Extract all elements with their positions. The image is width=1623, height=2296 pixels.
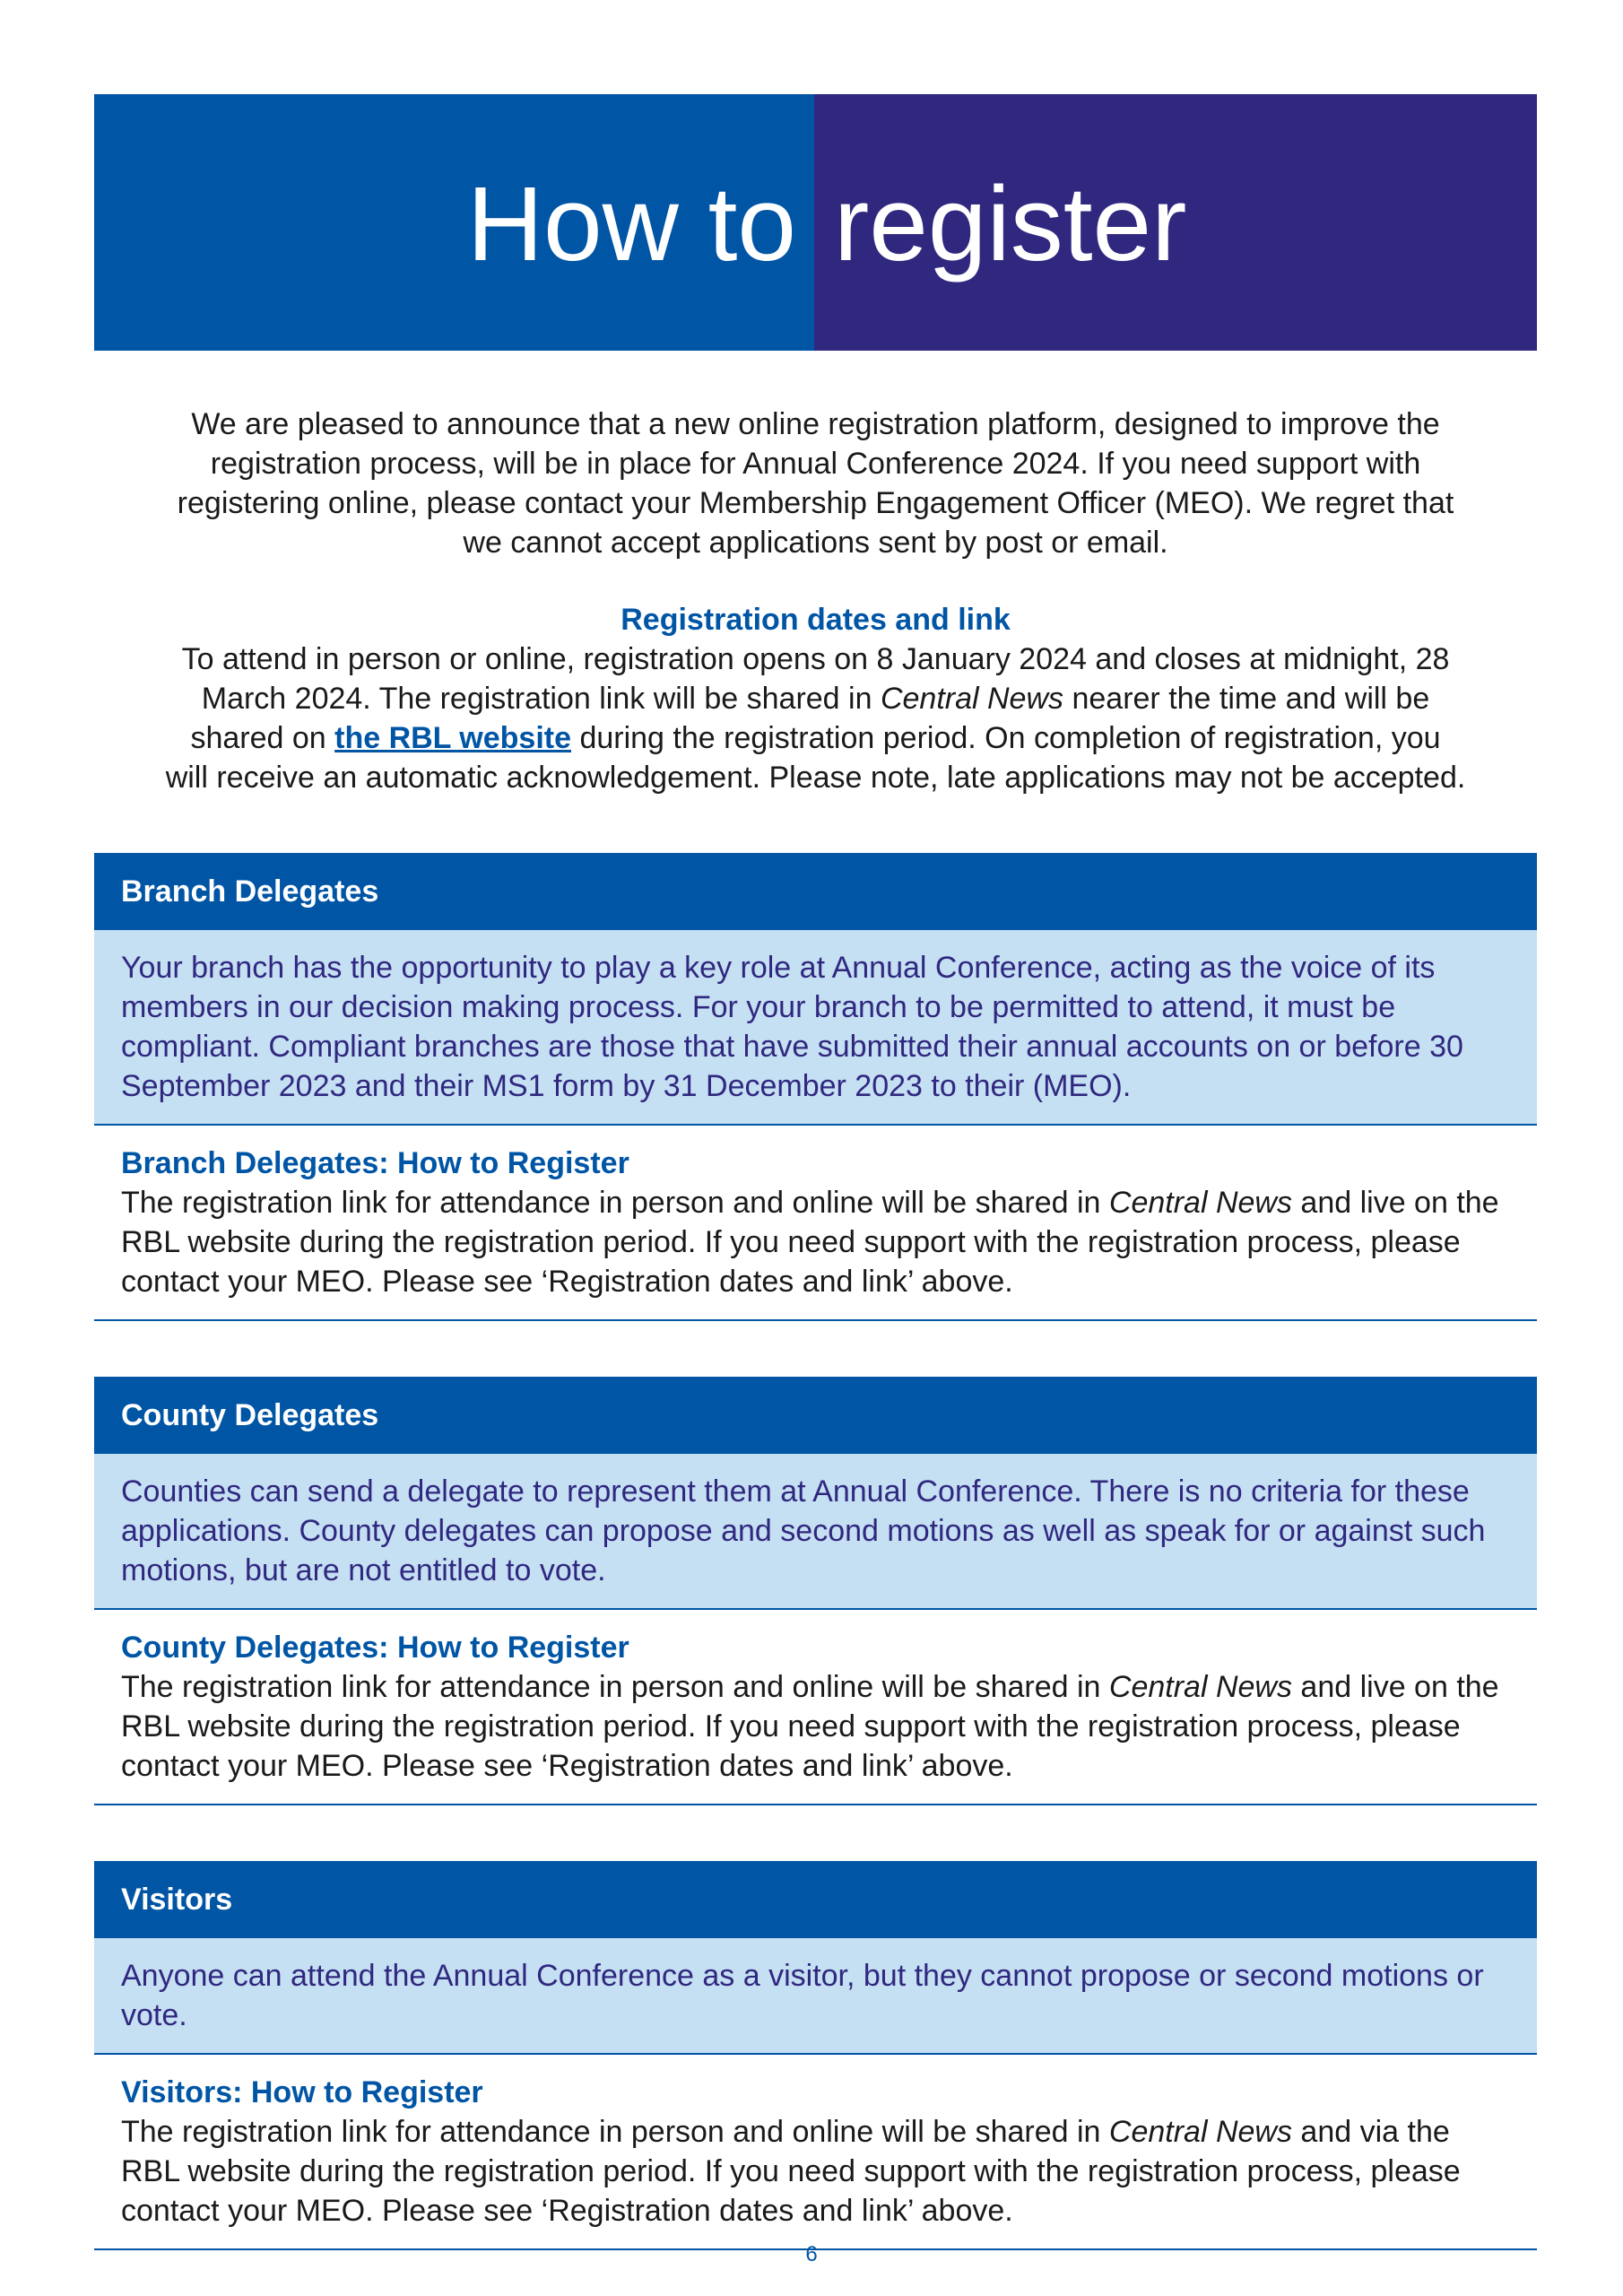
section-header: Branch Delegates xyxy=(94,853,1537,930)
section-header: County Delegates xyxy=(94,1377,1537,1454)
county-delegates-section xyxy=(94,1377,1537,1805)
registration-publication: Central News xyxy=(880,682,1064,716)
how-to-register-text xyxy=(121,1183,1510,1301)
intro-section xyxy=(166,404,1466,797)
rbl-website-link[interactable]: the RBL website xyxy=(334,721,571,755)
section-header: Visitors xyxy=(94,1861,1537,1938)
page-title-part1: How to xyxy=(466,165,796,283)
how-to-register-block xyxy=(94,1126,1537,1321)
how-text-1: The registration link for attendance in person and online will be shared in xyxy=(121,2115,1109,2149)
how-text-2: and live on the RBL website during the registration period. If you need support with the registration process, please contact your MEO. Please see ‘Registration dates and link’ above. xyxy=(121,1186,1499,1299)
section-info-box: Your branch has the opportunity to play a key role at Annual Conference, acting as the voice of its members in our decision making process. For your branch to be permitted to attend, it must be compliant. Compliant branches are those that have submitted their annual accounts on or before 30 September 2023 and their MS1 form by 31 December 2023 to their (MEO). xyxy=(94,930,1537,1126)
how-text-2: and live on the RBL website during the registration period. If you need support with the registration process, please contact your MEO. Please see ‘Registration dates and link’ above. xyxy=(121,1670,1499,1783)
how-to-register-block xyxy=(94,2055,1537,2250)
branch-delegates-section xyxy=(94,853,1537,1321)
page-number: 6 xyxy=(805,2242,818,2266)
how-text-2: and via the RBL website during the registration period. If you need support with the registration process, please contact your MEO. Please see ‘Registration dates and link’ above. xyxy=(121,2115,1461,2228)
how-text-1: The registration link for attendance in person and online will be shared in xyxy=(121,1186,1109,1220)
registration-heading: Registration dates and link xyxy=(621,603,1011,637)
section-info-box: Anyone can attend the Annual Conference as a visitor, but they cannot propose or second motions or vote. xyxy=(94,1938,1537,2055)
page-title xyxy=(94,157,1537,291)
how-publication: Central News xyxy=(1108,2115,1292,2149)
how-to-register-title: Visitors: How to Register xyxy=(121,2075,483,2109)
visitors-section xyxy=(94,1861,1537,2250)
section-info-box: Counties can send a delegate to represent them at Annual Conference. There is no criteria for these applications. County delegates can propose and second motions as well as speak for or against such motions, but are not entitled to vote. xyxy=(94,1454,1537,1610)
how-publication: Central News xyxy=(1108,1670,1292,1704)
intro-paragraph: We are pleased to announce that a new online registration platform, designed to improve the registration process, will be in place for Annual Conference 2024. If you need support with registering online, please contact your Membership Engagement Officer (MEO). We regret that we cannot accept applications sent by post or email. xyxy=(177,407,1454,560)
how-to-register-title: County Delegates: How to Register xyxy=(121,1631,629,1665)
document-page xyxy=(94,94,1537,2250)
registration-text-2: nearer the time and will be shared on xyxy=(190,682,1430,755)
registration-text-1: To attend in person or online, registration opens on 8 January 2024 and closes at midnight, 28 March 2024. The registration link will be shared in xyxy=(181,642,1450,716)
how-text-1: The registration link for attendance in person and online will be shared in xyxy=(121,1670,1109,1704)
title-banner xyxy=(94,94,1537,351)
how-to-register-title: Branch Delegates: How to Register xyxy=(121,1146,629,1180)
how-publication: Central News xyxy=(1108,1186,1292,1220)
page-title-part2: register xyxy=(834,165,1187,283)
registration-text-3: during the registration period. On completion of registration, you will receive an automatic acknowledgement. Please note, late applications may not be accepted. xyxy=(165,721,1466,795)
registration-paragraph xyxy=(166,639,1466,797)
how-to-register-text xyxy=(121,1667,1510,1786)
how-to-register-text xyxy=(121,2112,1510,2231)
how-to-register-block xyxy=(94,1610,1537,1805)
